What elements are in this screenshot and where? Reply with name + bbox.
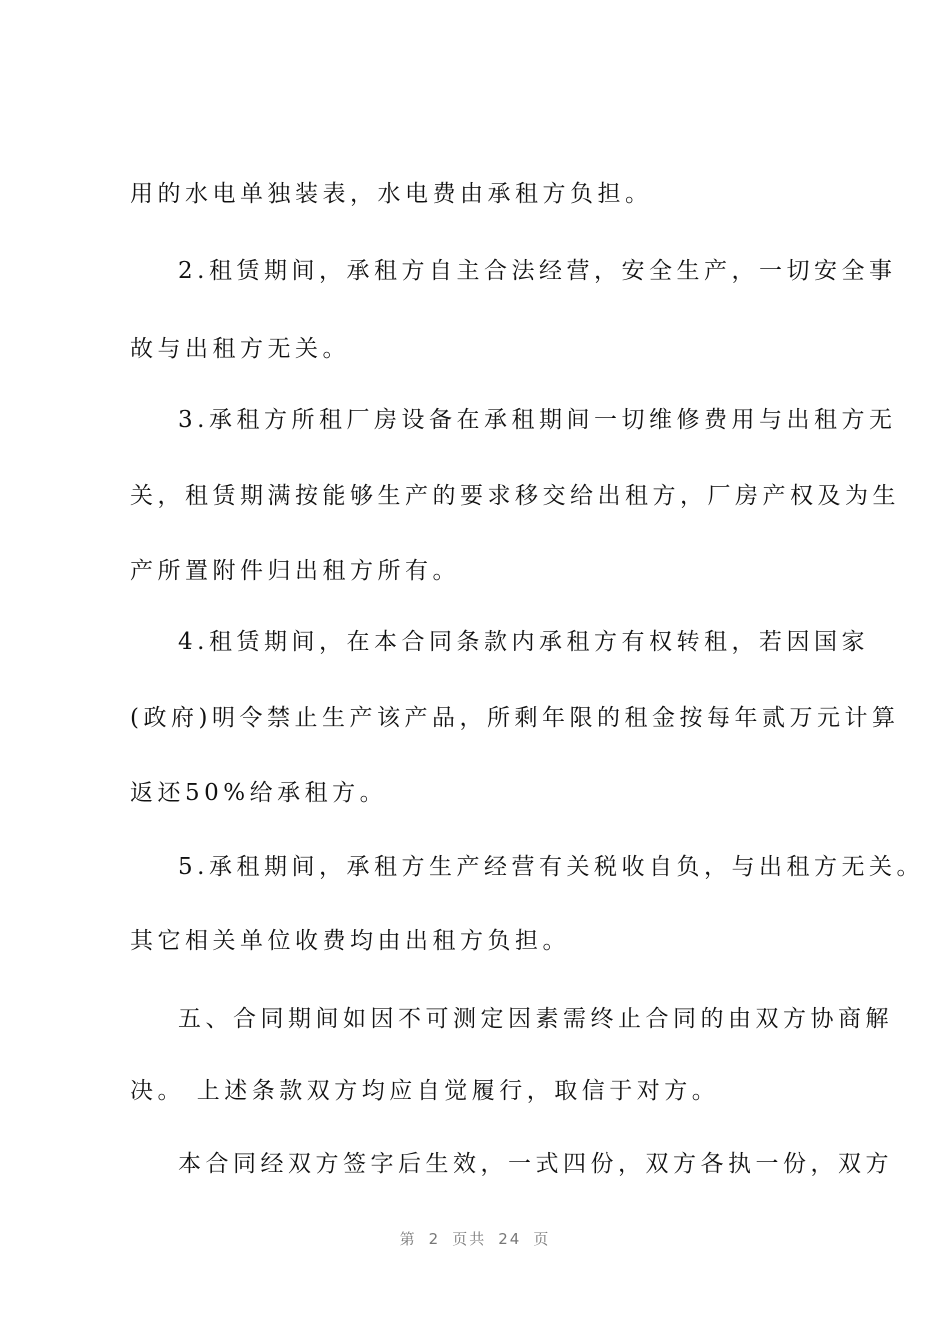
text-line: 4.租赁期间，在本合同条款内承租方有权转租，若因国家 xyxy=(178,629,869,655)
footer-total-pages: 24 xyxy=(498,1230,522,1248)
text-line: (政府)明令禁止生产该产品，所剩年限的租金按每年贰万元计算 xyxy=(130,705,900,731)
text-line: 本合同经双方签字后生效，一式四份，双方各执一份，双方 xyxy=(178,1151,893,1177)
text-line: 3.承租方所租厂房设备在承租期间一切维修费用与出租方无 xyxy=(178,407,897,433)
footer-label-end: 页 xyxy=(533,1230,551,1248)
text-line: 决。 上述条款双方均应自觉履行，取信于对方。 xyxy=(130,1078,720,1104)
text-line: 故与出租方无关。 xyxy=(130,336,350,362)
text-line: 关，租赁期满按能够生产的要求移交给出租方，厂房产权及为生 xyxy=(130,483,900,509)
footer-current-page: 2 xyxy=(428,1230,441,1248)
footer-label-of: 页共 xyxy=(452,1230,487,1248)
text-line: 用的水电单独装表，水电费由承租方负担。 xyxy=(130,181,653,207)
footer-label-page: 第 xyxy=(399,1230,417,1248)
text-line: 五、合同期间如因不可测定因素需终止合同的由双方协商解 xyxy=(178,1006,893,1032)
text-line: 产所置附件归出租方所有。 xyxy=(130,558,460,584)
text-line: 2.租赁期间，承租方自主合法经营，安全生产，一切安全事 xyxy=(178,258,897,284)
page-footer xyxy=(0,1228,950,1249)
text-line: 其它相关单位收费均由出租方负担。 xyxy=(130,928,570,954)
text-line: 返还50%给承租方。 xyxy=(130,780,388,806)
text-line: 5.承租期间，承租方生产经营有关税收自负，与出租方无关。 xyxy=(178,854,924,880)
